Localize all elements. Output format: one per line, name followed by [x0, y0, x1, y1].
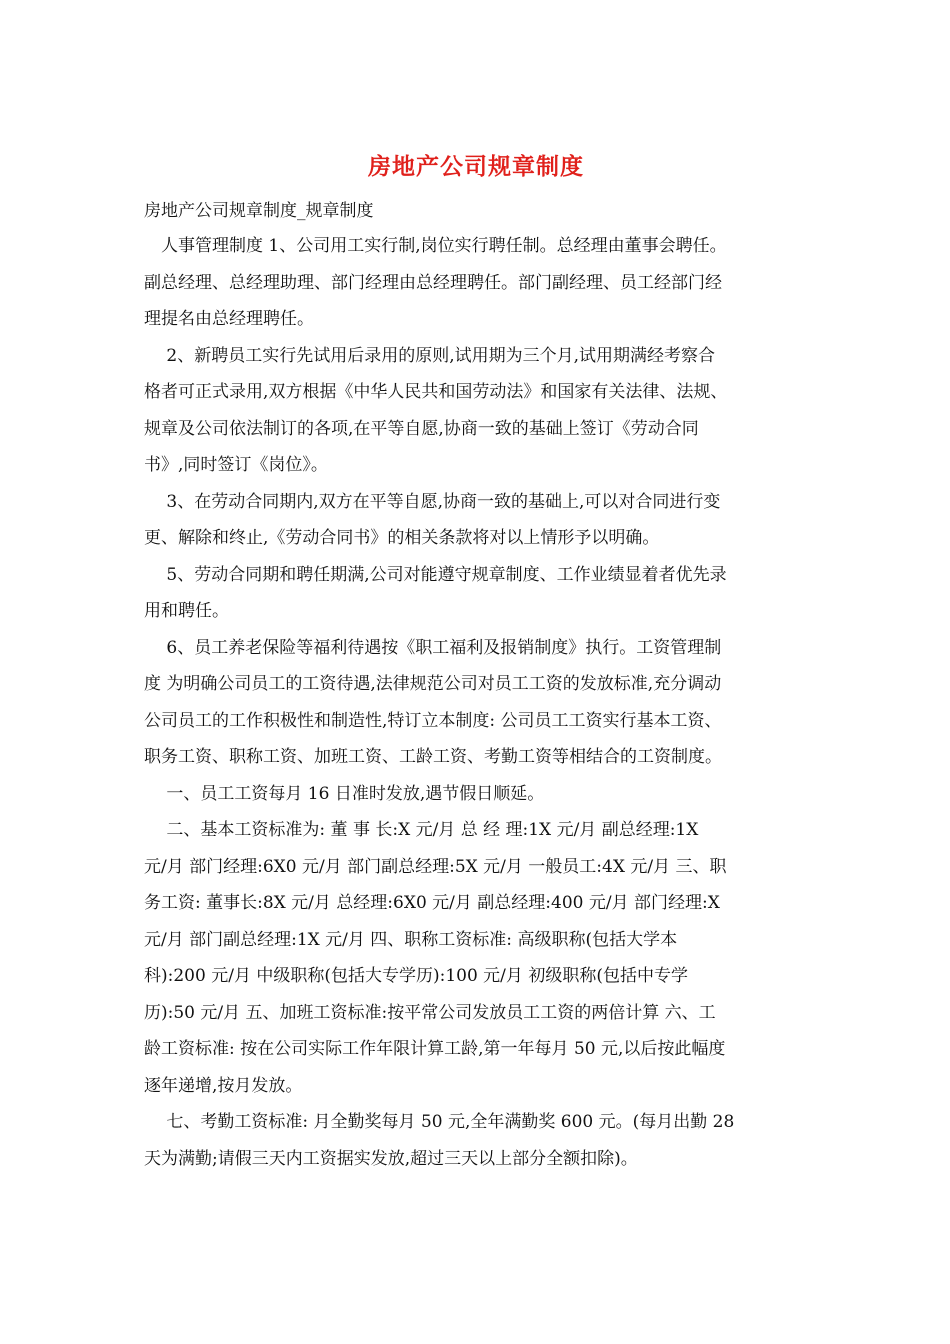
- paragraph: [144, 338, 808, 484]
- paragraph-line: 元/月 部门经理:6X0 元/月 部门副总经理:5X 元/月 一般员工:4X 元/月 三、职: [144, 856, 727, 877]
- paragraph: [144, 812, 808, 1104]
- paragraph-line: 历):50 元/月 五、加班工资标准:按平常公司发放员工工资的两倍计算 六、工: [144, 1002, 716, 1023]
- paragraph-line: 更、解除和终止,《劳动合同书》的相关条款将对以上情形予以明确。: [144, 528, 660, 548]
- paragraph-line: 职务工资、职称工资、加班工资、工龄工资、考勤工资等相结合的工资制度。: [144, 747, 722, 767]
- paragraph-line: 规章及公司依法制订的各项,在平等自愿,协商一致的基础上签订《劳动合同: [144, 418, 699, 439]
- paragraph: [144, 630, 808, 776]
- paragraph-line: 3、在劳动合同期内,双方在平等自愿,协商一致的基础上,可以对合同进行变: [144, 491, 721, 512]
- paragraph-line: 一、员工工资每月 16 日准时发放,遇节假日顺延。: [144, 783, 545, 804]
- paragraph-line: 务工资: 董事长:8X 元/月 总经理:6X0 元/月 副总经理:400 元/月 部门经理:X: [144, 893, 720, 913]
- document-title: 房地产公司规章制度: [368, 153, 584, 180]
- document-subtitle: 房地产公司规章制度_规章制度: [144, 201, 374, 221]
- paragraph-line: 逐年递增,按月发放。: [144, 1075, 303, 1096]
- paragraph-line: 二、基本工资标准为: 董 事 长:X 元/月 总 经 理:1X 元/月 副总经理:1X: [144, 820, 699, 840]
- paragraph-line: 龄工资标准: 按在公司实际工作年限计算工龄,第一年每月 50 元,以后按此幅度: [144, 1039, 726, 1059]
- paragraph-line: 格者可正式录用,双方根据《中华人民共和国劳动法》和国家有关法律、法规、: [144, 382, 728, 402]
- paragraph-line: 人事管理制度 1、公司用工实行制,岗位实行聘任制。总经理由董事会聘任。: [144, 236, 727, 256]
- paragraph: [144, 484, 808, 557]
- paragraph-line: 副总经理、总经理助理、部门经理由总经理聘任。部门副经理、员工经部门经: [144, 272, 722, 293]
- paragraph-line: 公司员工的工作积极性和制造性,特订立本制度: 公司员工工资实行基本工资、: [144, 710, 722, 731]
- paragraph-line: 元/月 部门副总经理:1X 元/月 四、职称工资标准: 高级职称(包括大学本: [144, 929, 678, 950]
- paragraph: [144, 557, 808, 630]
- paragraph: [144, 228, 808, 338]
- paragraph-line: 2、新聘员工实行先试用后录用的原则,试用期为三个月,试用期满经考察合: [144, 345, 716, 366]
- paragraph-line: 度 为明确公司员工的工资待遇,法律规范公司对员工工资的发放标准,充分调动: [144, 674, 722, 694]
- paragraph-line: 天为满勤;请假三天内工资据实发放,超过三天以上部分全额扣除)。: [144, 1148, 638, 1169]
- paragraph-line: 七、考勤工资标准: 月全勤奖每月 50 元,全年满勤奖 600 元。(每月出勤 28: [144, 1112, 735, 1132]
- paragraph-line: 6、员工养老保险等福利待遇按《职工福利及报销制度》执行。工资管理制: [144, 637, 722, 658]
- paragraph-line: 书》,同时签订《岗位》。: [144, 455, 328, 475]
- paragraph: [144, 1104, 808, 1177]
- paragraph: [144, 776, 808, 813]
- paragraph-line: 科):200 元/月 中级职称(包括大专学历):100 元/月 初级职称(包括中专学: [144, 966, 688, 986]
- paragraph-line: 5、劳动合同期和聘任期满,公司对能遵守规章制度、工作业绩显着者优先录: [144, 564, 727, 585]
- paragraph-line: 理提名由总经理聘任。: [144, 309, 314, 329]
- document-body: [144, 228, 808, 1177]
- paragraph-line: 用和聘任。: [144, 601, 229, 621]
